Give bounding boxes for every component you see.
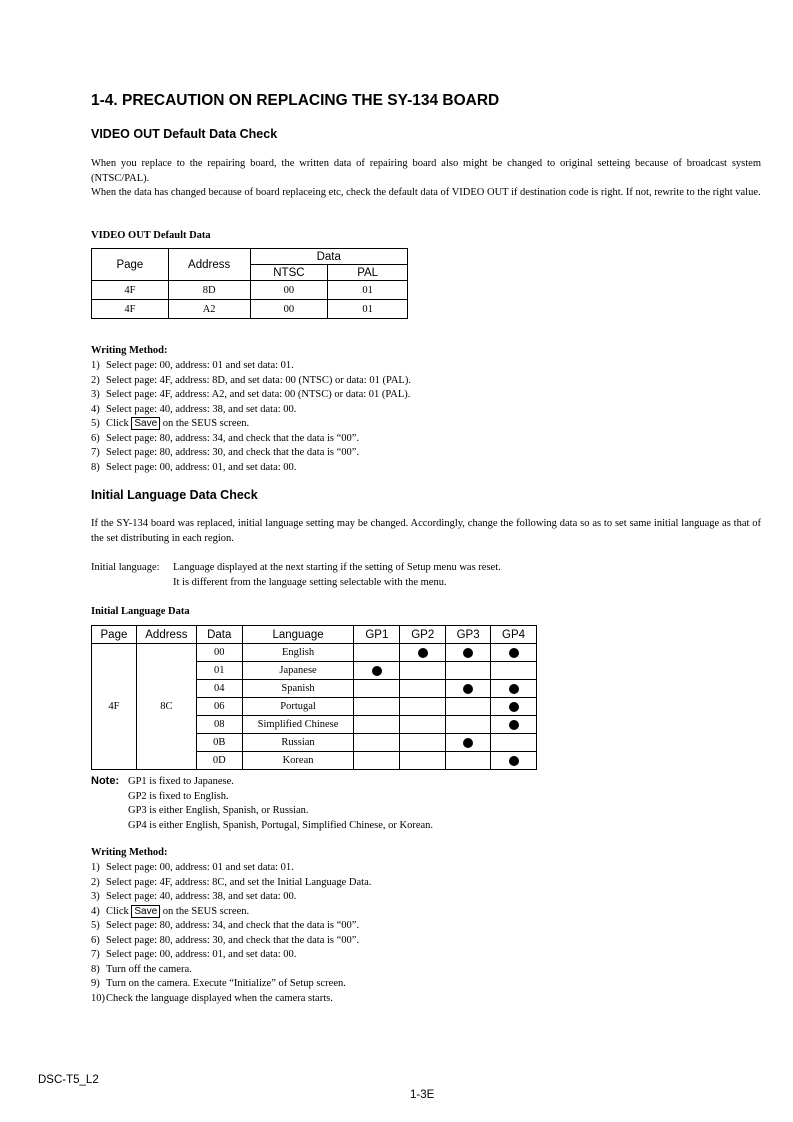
video-out-table-title: VIDEO OUT Default Data bbox=[91, 230, 211, 241]
step-text: Select page: 80, address: 30, and check that the data is “00”. bbox=[106, 934, 360, 946]
step-item bbox=[91, 963, 371, 978]
cell-gp2 bbox=[400, 662, 446, 680]
cell-language: Japanese bbox=[242, 662, 354, 680]
step-item bbox=[91, 388, 411, 403]
step-number: 4) bbox=[91, 905, 100, 917]
filled-dot-icon bbox=[372, 666, 382, 676]
cell-page: 4F bbox=[92, 644, 137, 770]
cell-gp4 bbox=[491, 716, 537, 734]
cell-gp4 bbox=[491, 644, 537, 662]
cell-gp2 bbox=[400, 698, 446, 716]
cell-gp3 bbox=[446, 752, 491, 770]
filled-dot-icon bbox=[418, 648, 428, 658]
header-ntsc: NTSC bbox=[250, 265, 328, 281]
step-item bbox=[91, 919, 371, 934]
cell-gp3 bbox=[446, 680, 491, 698]
step-text: Select page: 80, address: 30, and check that the data is “00”. bbox=[106, 447, 360, 458]
step-number: 8) bbox=[91, 461, 100, 473]
header-gp4: GP4 bbox=[491, 626, 537, 644]
table-header-row bbox=[92, 626, 537, 644]
cell-gp1 bbox=[354, 644, 400, 662]
step-text: on the SEUS screen. bbox=[160, 418, 250, 429]
cell-language: Russian bbox=[242, 734, 354, 752]
cell-gp4 bbox=[491, 680, 537, 698]
step-text: on the SEUS screen. bbox=[160, 905, 250, 917]
header-page: Page bbox=[92, 249, 169, 281]
step-text: Click bbox=[106, 905, 132, 917]
cell-page: 4F bbox=[92, 281, 169, 300]
header-address: Address bbox=[136, 626, 196, 644]
cell-address: A2 bbox=[168, 300, 250, 319]
language-table bbox=[91, 625, 537, 770]
filled-dot-icon bbox=[463, 648, 473, 658]
cell-gp3 bbox=[446, 644, 491, 662]
language-paragraph: If the SY-134 board was replaced, initial language setting may be changed. Accordingly, change the following data so as to set same initial language as that of the set distributing in each region. bbox=[91, 518, 761, 544]
cell-gp1 bbox=[354, 698, 400, 716]
filled-dot-icon bbox=[509, 756, 519, 766]
cell-data: 00 bbox=[196, 644, 242, 662]
step-item bbox=[91, 432, 411, 447]
step-number: 5) bbox=[91, 920, 100, 931]
step-item bbox=[91, 461, 411, 476]
note-line: GP4 is either English, Spanish, Portugal, Simplified Chinese, or Korean. bbox=[128, 819, 434, 831]
filled-dot-icon bbox=[463, 684, 473, 694]
footer-model: DSC-T5_L2 bbox=[38, 1074, 99, 1086]
step-number: 3) bbox=[91, 389, 100, 400]
language-heading: Initial Language Data Check bbox=[91, 488, 258, 502]
step-number: 7) bbox=[91, 447, 100, 458]
cell-gp1 bbox=[354, 752, 400, 770]
cell-pal: 01 bbox=[328, 300, 408, 319]
cell-gp4 bbox=[491, 698, 537, 716]
initial-language-def-1: Language displayed at the next starting if the setting of Setup menu was reset. bbox=[173, 562, 501, 573]
step-text: Select page: 00, address: 01 and set data: 01. bbox=[106, 360, 294, 371]
cell-gp2 bbox=[400, 680, 446, 698]
step-text: Select page: 80, address: 34, and check that the data is “00”. bbox=[106, 432, 360, 444]
cell-gp1 bbox=[354, 734, 400, 752]
table-row bbox=[92, 300, 408, 319]
step-text: Select page: 00, address: 01, and set data: 00. bbox=[106, 949, 297, 960]
step-item bbox=[91, 948, 371, 963]
step-text: Select page: 4F, address: 8D, and set data: 00 (NTSC) or data: 01 (PAL). bbox=[106, 374, 411, 386]
initial-language-label: Initial language: bbox=[91, 562, 160, 573]
cell-gp1 bbox=[354, 662, 400, 680]
header-language: Language bbox=[242, 626, 354, 644]
cell-address: 8D bbox=[168, 281, 250, 300]
cell-data: 08 bbox=[196, 716, 242, 734]
note-label: Note: bbox=[91, 775, 120, 787]
step-text: Turn on the camera. Execute “Initialize” of Setup screen. bbox=[106, 978, 346, 989]
cell-data: 01 bbox=[196, 662, 242, 680]
note-line: GP2 is fixed to English. bbox=[128, 790, 229, 802]
step-number: 1) bbox=[91, 360, 100, 371]
cell-data: 04 bbox=[196, 680, 242, 698]
cell-language: Portugal bbox=[242, 698, 354, 716]
cell-address: 8C bbox=[136, 644, 196, 770]
step-number: 2) bbox=[91, 876, 100, 888]
footer-page-number: 1-3E bbox=[410, 1089, 435, 1101]
step-text: Check the language displayed when the camera starts. bbox=[106, 992, 333, 1004]
page-title: 1-4. PRECAUTION ON REPLACING THE SY-134 BOARD bbox=[91, 92, 500, 109]
filled-dot-icon bbox=[509, 720, 519, 730]
note-line: GP3 is either English, Spanish, or Russian. bbox=[128, 805, 309, 816]
step-item bbox=[91, 374, 411, 389]
notes bbox=[128, 775, 433, 833]
step-item bbox=[91, 861, 371, 876]
cell-gp4 bbox=[491, 734, 537, 752]
step-text: Select page: 00, address: 01 and set data: 01. bbox=[106, 862, 294, 873]
cell-data: 0D bbox=[196, 752, 242, 770]
cell-language: English bbox=[242, 644, 354, 662]
header-data: Data bbox=[196, 626, 242, 644]
step-item bbox=[91, 977, 371, 992]
cell-gp3 bbox=[446, 698, 491, 716]
step-item bbox=[91, 403, 411, 418]
cell-pal: 01 bbox=[328, 281, 408, 300]
video-out-paragraph-1: When you replace to the repairing board, the written data of repairing board also might be changed to original setteing because of broadcast system (NTSC/PAL). bbox=[91, 158, 761, 184]
step-text: Select page: 80, address: 34, and check that the data is “00”. bbox=[106, 920, 360, 931]
header-data: Data bbox=[250, 249, 407, 265]
cell-gp4 bbox=[491, 752, 537, 770]
cell-gp2 bbox=[400, 716, 446, 734]
header-gp2: GP2 bbox=[400, 626, 446, 644]
step-number: 8) bbox=[91, 963, 100, 975]
filled-dot-icon bbox=[509, 684, 519, 694]
step-text: Turn off the camera. bbox=[106, 963, 192, 975]
step-item bbox=[91, 905, 371, 920]
cell-gp2 bbox=[400, 644, 446, 662]
cell-page: 4F bbox=[92, 300, 169, 319]
cell-gp3 bbox=[446, 662, 491, 680]
cell-language: Korean bbox=[242, 752, 354, 770]
step-item bbox=[91, 992, 371, 1007]
header-gp1: GP1 bbox=[354, 626, 400, 644]
step-text: Select page: 4F, address: 8C, and set the Initial Language Data. bbox=[106, 876, 372, 888]
cell-gp2 bbox=[400, 734, 446, 752]
step-number: 1) bbox=[91, 862, 100, 873]
step-item bbox=[91, 359, 411, 374]
step-text: Click bbox=[106, 418, 132, 429]
step-number: 9) bbox=[91, 978, 100, 989]
filled-dot-icon bbox=[509, 648, 519, 658]
step-item bbox=[91, 446, 411, 461]
cell-gp4 bbox=[491, 662, 537, 680]
step-item bbox=[91, 417, 411, 432]
video-out-paragraph-2: When the data has changed because of board replaceing etc, check the default data of VIDEO OUT if destination code is right. If not, rewrite to the right value. bbox=[91, 187, 761, 198]
cell-data: 0B bbox=[196, 734, 242, 752]
step-number: 3) bbox=[91, 891, 100, 902]
step-text: Select page: 40, address: 38, and set data: 00. bbox=[106, 891, 297, 902]
cell-gp2 bbox=[400, 752, 446, 770]
cell-gp1 bbox=[354, 680, 400, 698]
cell-language: Spanish bbox=[242, 680, 354, 698]
filled-dot-icon bbox=[509, 702, 519, 712]
cell-ntsc: 00 bbox=[250, 281, 328, 300]
cell-data: 06 bbox=[196, 698, 242, 716]
step-text: Select page: 40, address: 38, and set data: 00. bbox=[106, 403, 297, 415]
step-number: 5) bbox=[91, 418, 100, 429]
video-writing-steps bbox=[91, 359, 411, 475]
step-number: 2) bbox=[91, 374, 100, 386]
language-writing-method-title: Writing Method: bbox=[91, 847, 168, 858]
header-gp3: GP3 bbox=[446, 626, 491, 644]
table-row bbox=[92, 644, 537, 662]
header-page: Page bbox=[92, 626, 137, 644]
step-text: Select page: 4F, address: A2, and set data: 00 (NTSC) or data: 01 (PAL). bbox=[106, 389, 411, 400]
video-out-heading: VIDEO OUT Default Data Check bbox=[91, 127, 278, 141]
step-number: 6) bbox=[91, 934, 100, 946]
cell-gp3 bbox=[446, 716, 491, 734]
step-number: 4) bbox=[91, 403, 100, 415]
step-number: 10) bbox=[91, 992, 105, 1004]
save-button: Save bbox=[131, 417, 160, 430]
step-item bbox=[91, 890, 371, 905]
step-item bbox=[91, 934, 371, 949]
video-writing-method-title: Writing Method: bbox=[91, 345, 168, 356]
language-table-title: Initial Language Data bbox=[91, 606, 190, 617]
header-pal: PAL bbox=[328, 265, 408, 281]
cell-gp3 bbox=[446, 734, 491, 752]
language-writing-steps bbox=[91, 861, 371, 1006]
header-address: Address bbox=[168, 249, 250, 281]
step-text: Select page: 00, address: 01, and set data: 00. bbox=[106, 461, 297, 473]
cell-language: Simplified Chinese bbox=[242, 716, 354, 734]
step-number: 6) bbox=[91, 432, 100, 444]
note-line: GP1 is fixed to Japanese. bbox=[128, 776, 234, 787]
cell-gp1 bbox=[354, 716, 400, 734]
initial-language-def-2: It is different from the language setting selectable with the menu. bbox=[173, 577, 447, 588]
cell-ntsc: 00 bbox=[250, 300, 328, 319]
filled-dot-icon bbox=[463, 738, 473, 748]
step-number: 7) bbox=[91, 949, 100, 960]
table-row bbox=[92, 281, 408, 300]
save-button: Save bbox=[131, 905, 160, 918]
step-item bbox=[91, 876, 371, 891]
video-out-table bbox=[91, 248, 408, 319]
